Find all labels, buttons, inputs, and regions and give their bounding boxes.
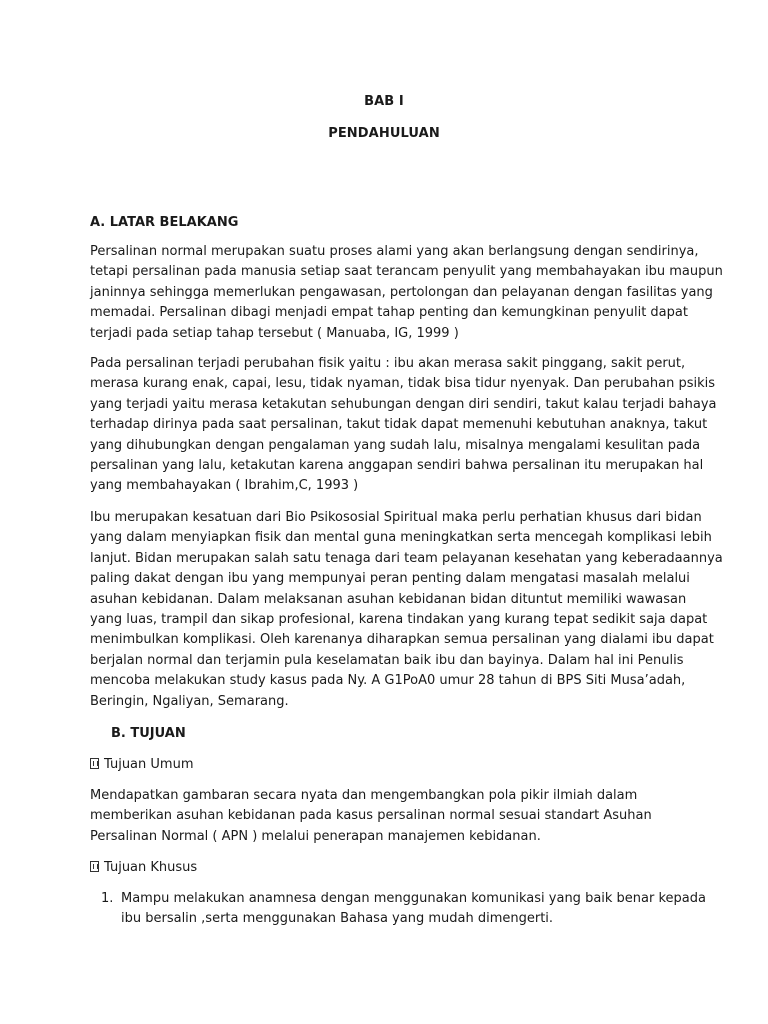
paragraph-line: menimbulkan komplikasi. Oleh karenanya diharapkan semua persalinan yang dialami ibu dapat (90, 632, 714, 648)
paragraph-line: paling dakat dengan ibu yang mempunyai peran penting dalam mengatasi masalah melalui (90, 571, 690, 587)
list-line: ibu bersalin ,serta menggunakan Bahasa yang mudah dimengerti. (121, 911, 554, 927)
missing-glyph-icon (90, 758, 99, 769)
chapter-title: PENDAHULUAN (328, 126, 440, 141)
paragraph-line: memberikan asuhan kebidanan pada kasus persalinan normal sesuai standart Asuhan (90, 808, 652, 824)
list-number: 1. (101, 891, 114, 906)
tujuan-khusus-text: Tujuan Khusus (104, 860, 198, 875)
paragraph-line: berjalan normal dan terjamin pula keselamatan baik ibu dan bayinya. Dalam hal ini Penulis (90, 652, 684, 668)
paragraph-line: terjadi pada setiap tahap tersebut ( Manuaba, IG, 1999 ) (90, 325, 459, 341)
paragraph-line: Pada persalinan terjadi perubahan fisik yaitu : ibu akan merasa sakit pinggang, sakit perut, (90, 356, 686, 371)
section-b-heading: B. TUJUAN (111, 726, 186, 741)
tujuan-umum-text: Tujuan Umum (104, 757, 194, 772)
tujuan-umum-paragraph (90, 786, 690, 847)
list-line: Mampu melakukan anamnesa dengan menggunakan komunikasi yang baik benar kepada (121, 891, 706, 906)
paragraph-line: yang luas, trampil dan sikap profesional, karena tindakan yang kurang tepat sedikit saja dapat (90, 612, 708, 628)
tujuan-khusus-label (90, 860, 197, 876)
paragraph-line: yang dalam menyiapkan fisik dan mental guna meningkatkan serta mencegah komplikasi lebih (90, 530, 712, 546)
paragraph-1 (90, 242, 723, 344)
paragraph-line: Ibu merupakan kesatuan dari Bio Psikososial Spiritual maka perlu perhatian khusus dari bidan (90, 510, 702, 525)
tujuan-umum-label (90, 757, 193, 773)
paragraph-line: yang dihubungkan dengan pengalaman yang sudah lalu, misalnya mengalami kesulitan pada (90, 437, 701, 453)
paragraph-line: Mendapatkan gambaran secara nyata dan mengembangkan pola pikir ilmiah dalam (90, 788, 638, 803)
paragraph-line: janinnya sehingga memerlukan pengawasan, pertolongan dan pelayanan dengan fasilitas yang (90, 284, 713, 300)
section-a-heading: A. LATAR BELAKANG (90, 215, 239, 230)
paragraph-line: asuhan kebidanan. Dalam melaksanan asuhan kebidanan bidan dituntut memiliki wawasan (90, 591, 687, 607)
paragraph-line: Persalinan normal merupakan suatu proses alami yang akan berlangsung dengan sendirinya, (90, 244, 699, 259)
paragraph-2 (90, 354, 717, 497)
paragraph-line: persalinan yang lalu, ketakutan karena anggapan sendiri bahwa persalinan itu merupakan hal (90, 458, 704, 474)
paragraph-3 (90, 508, 723, 712)
paragraph-line: yang terjadi yaitu merasa ketakutan sehubungan dengan diri sendiri, takut kalau terjadi bahaya (90, 396, 717, 412)
paragraph-line: Persalinan Normal ( APN ) melalui penerapan manajemen kebidanan. (90, 828, 541, 844)
paragraph-line: terhadap dirinya pada saat persalinan, takut tidak dapat memenuhi kebutuhan anaknya, takut (90, 417, 708, 433)
list-item-text (121, 889, 706, 930)
paragraph-line: mencoba melakukan study kasus pada Ny. A G1PoA0 umur 28 tahun di BPS Siti Musa’adah, (90, 673, 686, 689)
paragraph-line: Beringin, Ngaliyan, Semarang. (90, 693, 289, 709)
paragraph-line: lanjut. Bidan merupakan salah satu tenaga dari team pelayanan kesehatan yang keberadaannya (90, 550, 723, 566)
paragraph-line: tetapi persalinan pada manusia setiap saat terancam penyulit yang membahayakan ibu maupun (90, 264, 723, 280)
paragraph-line: merasa kurang enak, capai, lesu, tidak nyaman, tidak bisa tidur nyenyak. Dan perubahan psikis (90, 376, 716, 392)
paragraph-line: memadai. Persalinan dibagi menjadi empat tahap penting dan kemungkinan penyulit dapat (90, 305, 688, 321)
paragraph-line: yang membahayakan ( Ibrahim,C, 1993 ) (90, 478, 359, 494)
chapter-number: BAB I (364, 94, 404, 109)
missing-glyph-icon (90, 861, 99, 872)
